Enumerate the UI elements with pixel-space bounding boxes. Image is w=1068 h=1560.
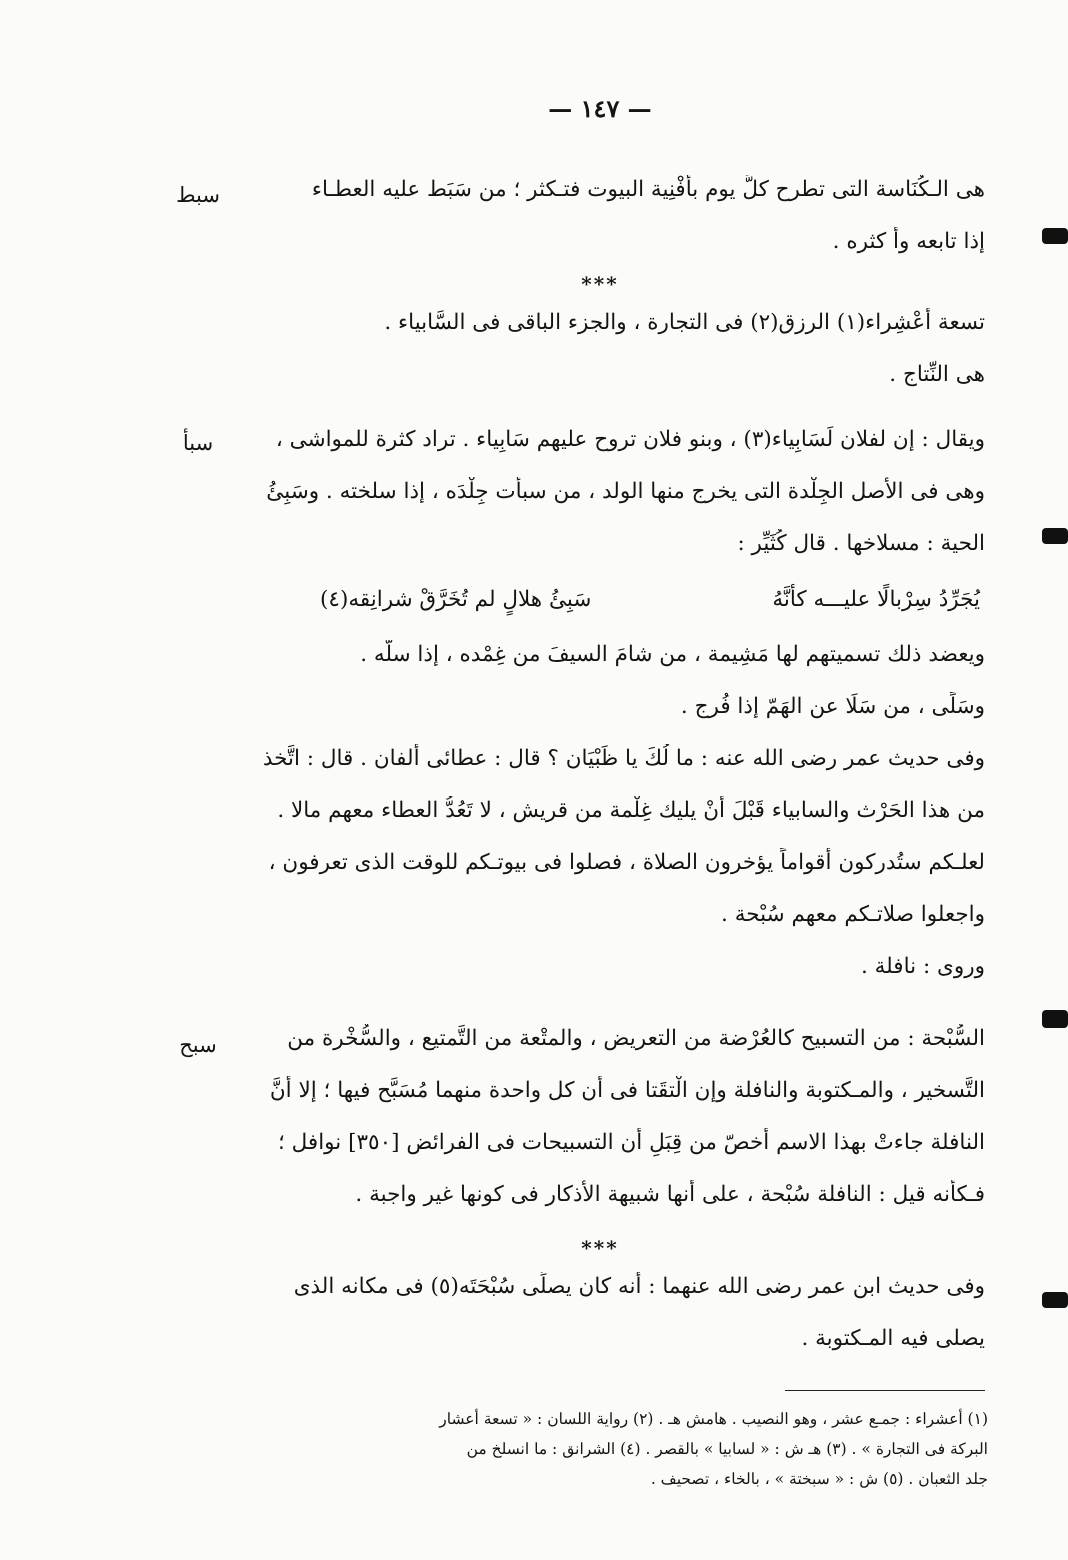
margin-root-word: سبأ: [182, 431, 214, 455]
text-line: وروى : نافلة .: [860, 954, 985, 979]
scan-edge-mark: [1042, 1292, 1068, 1308]
text-line: التَّسخير ، والمـكتوبة والنافلة وإن الْتقَتا فى أن كل واحدة منهما مُسَبَّح فيها ؛ إلا أنَّ: [269, 1078, 985, 1103]
paragraph-sabah: [240, 1024, 985, 1210]
text-line: ويعضد ذلك تسميتهم لها مَشِيمة ، من شامَ السيفَ من غِمْده ، إذا سلّه .: [360, 642, 985, 667]
footnote-line: جلد الثعبان . (٥) ش : « سبختة » ، بالخاء ، تصحيف .: [650, 1470, 988, 1488]
text-line: السُّبْحة : من التسبيح كالعُرْضة من التعريض ، والمتْعة من التَّمتيع ، والسُّخْرة من: [287, 1026, 985, 1051]
poetry-verse: [320, 585, 980, 615]
paragraph-saba: [240, 425, 985, 559]
paragraph-sabat: [240, 175, 985, 257]
footnote-line: (١) أعشراء : جمـع عشر ، وهو النصيب . هامش هـ . (٢) رواية اللسان : « تسعة أعشار: [439, 1410, 988, 1428]
text-line: إذا تابعه وأ كثره .: [832, 229, 985, 254]
text-line: من هذا الحَرْث والسابياء قَبْلَ أنْ يليك غِلْمة من قريش ، لا تَعُدُّ العطاء معهم مالا .: [277, 798, 985, 823]
text-line: وسَلًى ، من سَلَا عن الهَمّ إذا فُرج .: [680, 694, 985, 719]
footnote-line: البركة فى التجارة » . (٣) هـ ش : « لسابيا » بالقصر . (٤) الشرانق : ما انسلخ من: [466, 1440, 988, 1458]
margin-root-word: سبح: [179, 1033, 217, 1057]
section-separator: ***: [581, 1236, 619, 1260]
text-line: الحية : مسلاخها . قال كُثَيِّر :: [737, 531, 985, 556]
text-line: هى الـكُنَاسة التى تطرح كلَّ يوم بأفْنِية البيوت فتـكثر ؛ من سَبَط عليه العطـاء: [311, 177, 985, 202]
section-separator: ***: [581, 272, 619, 296]
verse-second-hemistich: سَبِئُ هلالٍ لم تُخَرَّقْ شرانِقه(٤): [320, 587, 592, 612]
scan-edge-mark: [1042, 228, 1068, 244]
paragraph-proverb: [240, 308, 985, 390]
paragraph-continued: [240, 640, 985, 982]
text-line: لعلـكم ستُدركون أقواماً يؤخرون الصلاة ، فصلوا فى بيوتـكم للوقت الذى تعرفون ،: [268, 850, 985, 875]
page-number: — ١٤٧ —: [548, 94, 652, 123]
text-line: وهى فى الأصل الجِلْدة التى يخرج منها الولد ، من سبأت جِلْدَه ، إذا سلخته . وسَبِئُ: [266, 479, 985, 504]
footnote-rule: [785, 1390, 985, 1391]
text-line: ويقال : إن لفلان لَسَابِياء(٣) ، وبنو فلان تروح عليهم سَابِياء . تراد كثرة للمواشى ،: [275, 427, 985, 452]
text-line: النافلة جاءتْ بهذا الاسم أخصّ من قِبَلِ أن التسبيحات فى الفرائض [٣٥٠] نوافل ؛: [277, 1130, 985, 1155]
text-line: هى النِّتاج .: [889, 362, 985, 387]
verse-first-hemistich: يُجَرِّدُ سِرْبالًا عليـــه كأنَّهُ: [772, 587, 980, 612]
margin-root-word: سبط: [176, 183, 220, 207]
paragraph-ibn-umar: [240, 1272, 985, 1354]
text-line: وفى حديث عمر رضى الله عنه : ما لُكَ يا ظَبْيَان ؟ قال : عطائى ألفان . قال : اتَّخذ: [262, 746, 985, 771]
text-line: يصلى فيه المـكتوبة .: [801, 1326, 985, 1351]
scan-edge-mark: [1042, 1010, 1068, 1028]
text-line: فـكأنه قيل : النافلة سُبْحة ، على أنها شبيهة الأذكار فى كونها غير واجبة .: [355, 1182, 985, 1207]
text-line: وفى حديث ابن عمر رضى الله عنهما : أنه كان يصلِّى سُبْحَتَه(٥) فى مكانه الذى: [293, 1274, 985, 1299]
scan-edge-mark: [1042, 528, 1068, 544]
text-line: تسعة أعْشِراء(١) الرزق(٢) فى التجارة ، والجزء الباقى فى السَّابياء .: [384, 310, 985, 335]
text-line: واجعلوا صلاتـكم معهم سُبْحة .: [721, 902, 985, 927]
